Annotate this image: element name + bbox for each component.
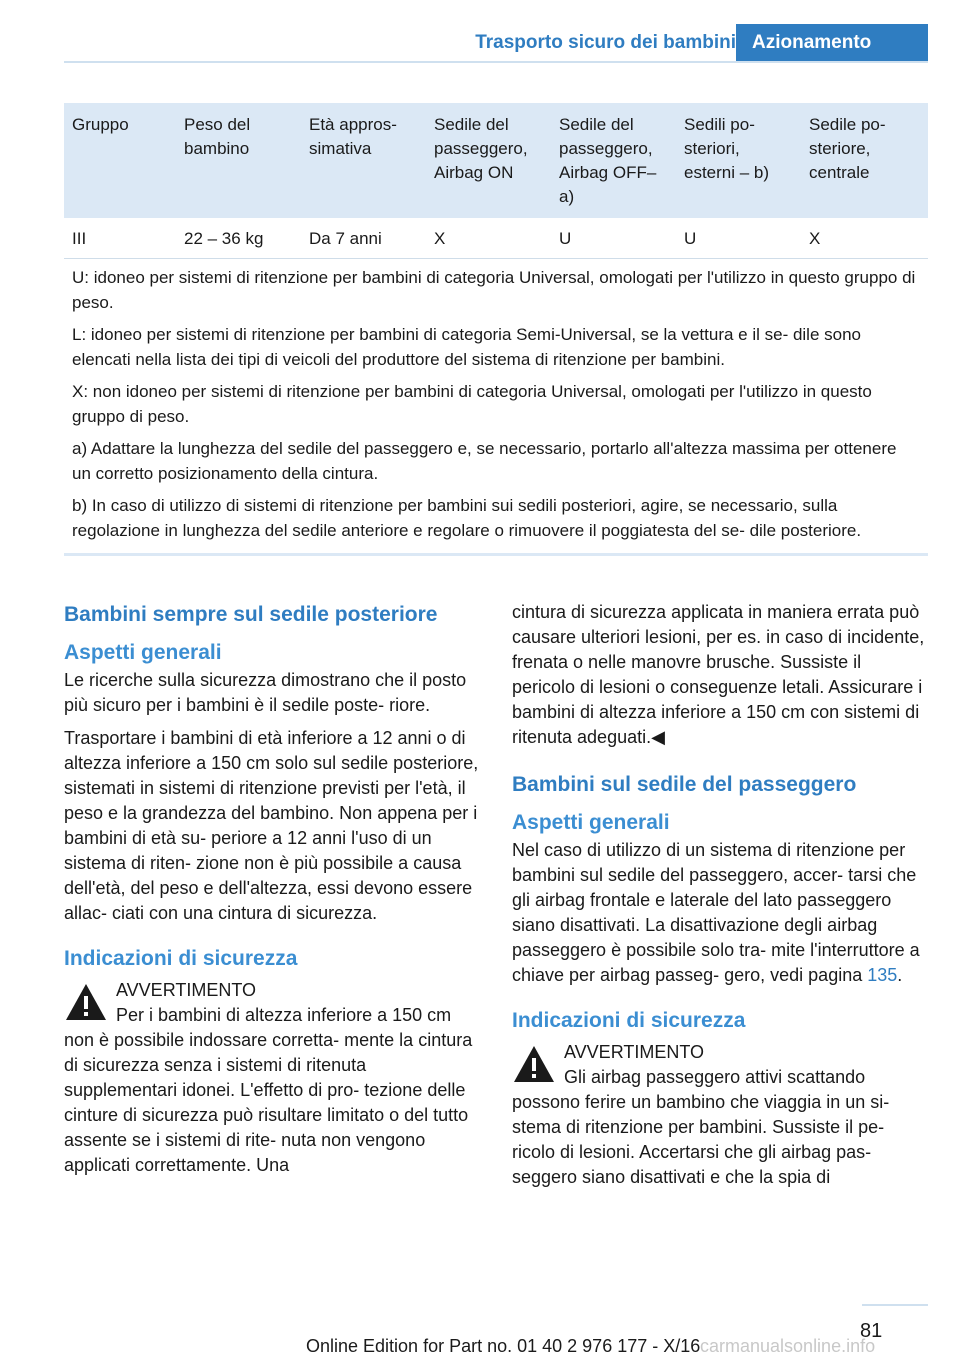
subheading: Indicazioni di sicurezza bbox=[64, 947, 298, 970]
table-header-row bbox=[64, 103, 928, 218]
right-column bbox=[512, 600, 928, 1190]
warning-label: AVVERTIMENTO bbox=[564, 1042, 705, 1062]
header-rule bbox=[64, 61, 928, 63]
warning-triangle-icon bbox=[512, 1044, 556, 1084]
table-note: X: non idoneo per sistemi di ritenzione per bambini di categoria Universal, omologati per l'utilizzo in questo gruppo di peso. bbox=[72, 382, 872, 426]
table-header-cell: Età appros- simativa bbox=[309, 115, 397, 158]
table-cell: X bbox=[434, 229, 446, 248]
table-header-cell: Sedile po- steriore, centrale bbox=[809, 115, 886, 182]
page-reference-link[interactable]: 135 bbox=[867, 965, 898, 985]
table-header-cell: Sedile del passeggero, Airbag OFF– a) bbox=[559, 115, 657, 206]
header-section-title: Trasporto sicuro dei bambini bbox=[475, 32, 736, 53]
child-seat-table bbox=[64, 103, 928, 556]
warning-block bbox=[512, 1040, 928, 1190]
warning-triangle-icon bbox=[64, 982, 108, 1022]
table-header-cell: Peso del bambino bbox=[184, 115, 251, 158]
table-note: b) In caso di utilizzo di sistemi di ritenzione per bambini sui sedili posteriori, agire, se necessario, sulla regolazione in lunghezza del sedile anteriore e regolare o rimuovere il poggiatesta del se- dile posteriore. bbox=[72, 496, 862, 540]
warning-block bbox=[64, 978, 480, 1178]
warning-label: AVVERTIMENTO bbox=[116, 980, 257, 1000]
table-header-cell: Sedile del passeggero, Airbag ON bbox=[434, 115, 528, 182]
page-number: 81 bbox=[860, 1320, 883, 1342]
section-heading: Bambini sempre sul sedile posteriore bbox=[64, 603, 438, 626]
table-cell: X bbox=[809, 229, 821, 248]
table-note: U: idoneo per sistemi di ritenzione per bambini di categoria Universal, omologati per l'utilizzo in questo gruppo di peso. bbox=[72, 268, 916, 312]
subheading: Indicazioni di sicurezza bbox=[512, 1009, 746, 1032]
table-note: a) Adattare la lunghezza del sedile del passeggero e, se necessario, portarlo all'altezza massima per ottenere un corretto posizionamento della cintura. bbox=[72, 439, 897, 483]
edition-note: Online Edition for Part no. 01 40 2 976 177 - X/16 bbox=[306, 1336, 701, 1356]
table-cell: Da 7 anni bbox=[309, 229, 382, 248]
body-paragraph bbox=[512, 838, 928, 988]
body-paragraph: cintura di sicurezza applicata in maniera errata può causare ulteriori lesioni, per es. in caso di incidente, frenata o nelle manovre brusche. Sussiste il pericolo di lesioni o conseguenze letali. Assicurare i bambini di altezza inferiore a 150 cm con sistemi di ritenuta adeguati.◀ bbox=[512, 602, 925, 747]
subheading: Aspetti generali bbox=[64, 641, 222, 664]
warning-text: Gli airbag passeggero attivi scattando possono ferire un bambino che viaggia in un si- stema di ritenzione per bambini. Sussiste il pe- ricolo di lesioni. Accertarsi che gli airbag pas- seggero siano disattivati e che la spia di bbox=[512, 1067, 890, 1187]
table-cell: 22 – 36 kg bbox=[184, 229, 264, 248]
table-row bbox=[64, 218, 928, 259]
table-notes bbox=[64, 259, 928, 556]
table-header-cell: Gruppo bbox=[72, 115, 129, 134]
paragraph-text: Nel caso di utilizzo di un sistema di ritenzione per bambini sul sedile del passeggero, accer- tarsi che gli airbag frontale e laterale del lato passeggero siano disattivati. La disattivazione degli airbag passeggero è possibile solo tra- mite l'interruttore a chiave per airbag passeg- gero, vedi pagina bbox=[512, 840, 920, 985]
table-note: L: idoneo per sistemi di ritenzione per bambini di categoria Semi-Universal, se la vettura e il se- dile sono elencati nella lista dei tipi di veicoli del produttore del sistema di ritenzione per bambini. bbox=[72, 325, 861, 369]
table-header-cell: Sedili po- steriori, esterni – b) bbox=[684, 115, 770, 182]
footer-rule bbox=[862, 1304, 928, 1306]
table-cell: III bbox=[72, 229, 87, 248]
paragraph-end: . bbox=[897, 965, 903, 985]
table-cell: U bbox=[559, 229, 572, 248]
section-heading: Bambini sul sedile del passeggero bbox=[512, 773, 857, 796]
watermark: carmanualsonline.info bbox=[700, 1336, 876, 1356]
header-chapter-tab: Azionamento bbox=[736, 24, 928, 62]
body-paragraph: Le ricerche sulla sicurezza dimostrano che il posto più sicuro per i bambini è il sedile poste- riore. bbox=[64, 670, 467, 715]
body-paragraph: Trasportare i bambini di età inferiore a 12 anni o di altezza inferiore a 150 cm solo sul sedile posteriore, sistemati in sistemi di ritenzione previsti per l'età, il peso e la grandezza del bambino. Non appena per i bambini di età su- periore a 12 anni l'uso di un sistema di riten- zione non è più possibile a causa dell'età, del peso e dell'altezza, essi devono essere allac- ciati con una cintura di sicurezza. bbox=[64, 728, 479, 923]
left-column bbox=[64, 600, 480, 1178]
subheading: Aspetti generali bbox=[512, 811, 670, 834]
warning-text: Per i bambini di altezza inferiore a 150 cm non è possibile indossare corretta- mente la cintura di sicurezza senza i sistemi di ritenuta supplementari idonei. L'effetto di pro- tezione delle cinture di sicurezza può risultare limitato o del tutto assente se i sistemi di rite- nuta non vengono applicati correttamente. Una bbox=[64, 1005, 473, 1175]
table-cell: U bbox=[684, 229, 697, 248]
